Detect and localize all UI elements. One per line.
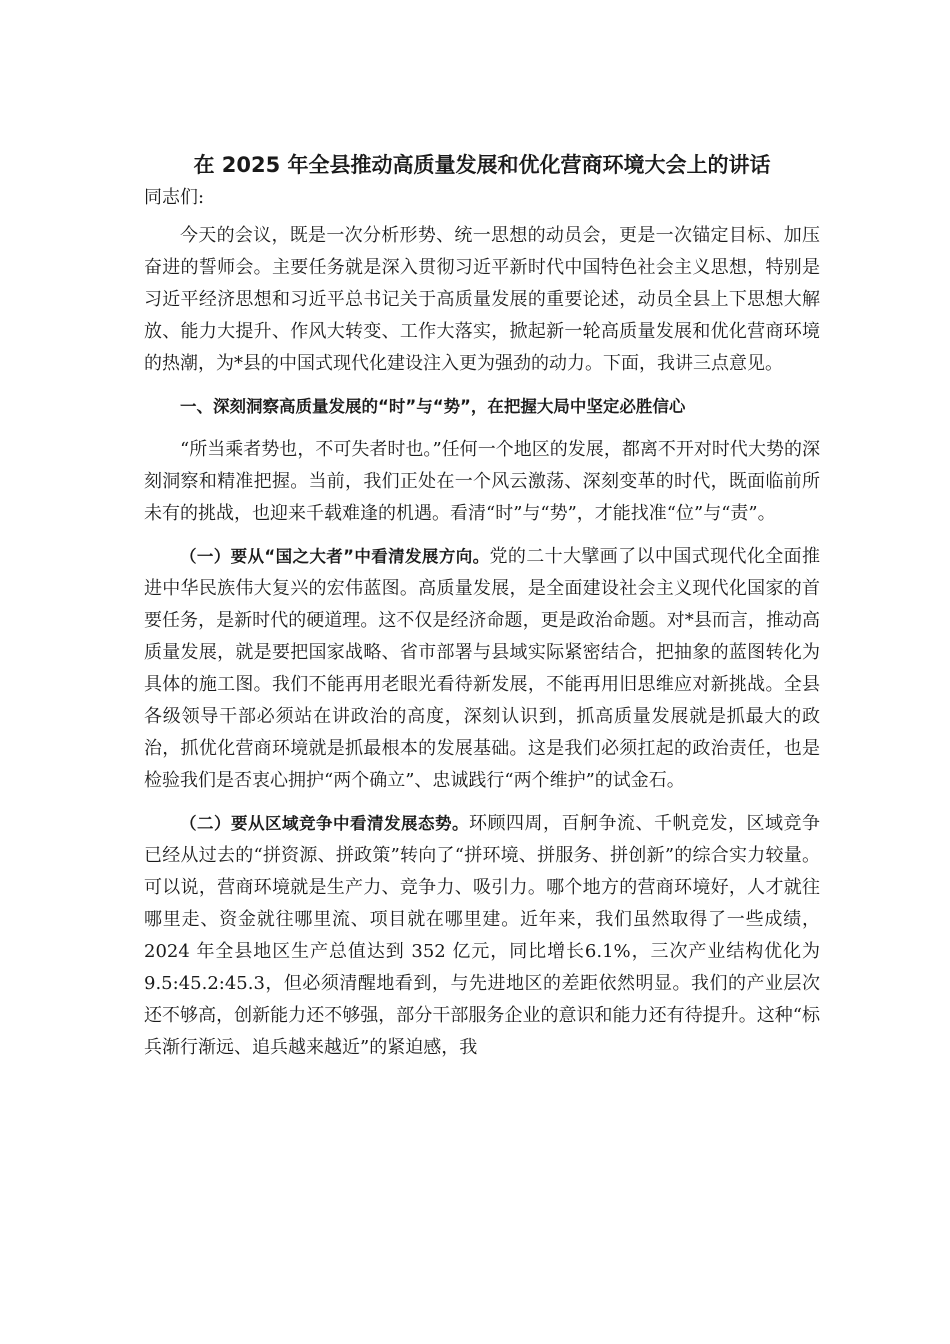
subsection-1-body: 党的二十大擘画了以中国式现代化全面推进中华民族伟大复兴的宏伟蓝图。高质量发展，是全面建设社会主义现代化国家的首要任务，是新时代的硬道理。这不仅是经济命题，更是政治命题。对*县而言，推动高质量发展，就是要把国家战略、省市部署与县域实际紧密结合，把抽象的蓝图转化为具体的施工图。我们不能再用老眼光看待新发展，不能再用旧思维应对新挑战。全县各级领导干部必须站在讲政治的高度，深刻认识到，抓高质量发展就是抓最大的政治，抓优化营商环境就是抓最根本的发展基础。这是我们必须扛起的政治责任，也是检验我们是否衷心拥护“两个确立”、忠诚践行“两个维护”的试金石。: [144, 546, 820, 791]
document-title: 在 2025 年全县推动高质量发展和优化营商环境大会上的讲话: [193, 153, 771, 177]
subsection-1-paragraph: [144, 541, 820, 797]
subsection-2-lead: （二）要从区域竞争中看清发展态势。: [180, 814, 469, 833]
subsection-2-body: 环顾四周，百舸争流、千帆竞发，区域竞争已经从过去的“拼资源、拼政策”转向了“拼环境、拼服务、拼创新”的综合实力较量。可以说，营商环境就是生产力、竞争力、吸引力。哪个地方的营商环境好，人才就往哪里走、资金就往哪里流、项目就在哪里建。近年来，我们虽然取得了一些成绩，2024 年全县地区生产总值达到 352 亿元，同比增长6.1%，三次产业结构优化为 9.5:45.2:45.3，但必须清醒地看到，与先进地区的差距依然明显。我们的产业层次还不够高，创新能力还不够强，部分干部服务企业的意识和能力还有待提升。这种“标兵渐行渐远、追兵越来越近”的紧迫感，我: [144, 813, 820, 1058]
section-1-heading: 一、深刻洞察高质量发展的“时”与“势”，在把握大局中坚定必胜信心: [180, 397, 686, 416]
subsection-2-paragraph: [144, 808, 820, 1064]
document-page: [144, 140, 820, 1075]
section-1-paragraph: “所当乘者势也，不可失者时也。”任何一个地区的发展，都离不开对时代大势的深刻洞察和精准把握。当前，我们正处在一个风云激荡、深刻变革的时代，既面临前所未有的挑战，也迎来千载难逢的机遇。看清“时”与“势”，才能找准“位”与“责”。: [144, 439, 820, 524]
subsection-1-lead: （一）要从“国之大者”中看清发展方向。: [180, 547, 490, 566]
intro-paragraph: 今天的会议，既是一次分析形势、统一思想的动员会，更是一次锚定目标、加压奋进的誓师会。主要任务就是深入贯彻习近平新时代中国特色社会主义思想，特别是习近平经济思想和习近平总书记关于高质量发展的重要论述，动员全县上下思想大解放、能力大提升、作风大转变、工作大落实，掀起新一轮高质量发展和优化营商环境的热潮，为*县的中国式现代化建设注入更为强劲的动力。下面，我讲三点意见。: [144, 225, 820, 374]
salutation: 同志们:: [144, 187, 205, 208]
